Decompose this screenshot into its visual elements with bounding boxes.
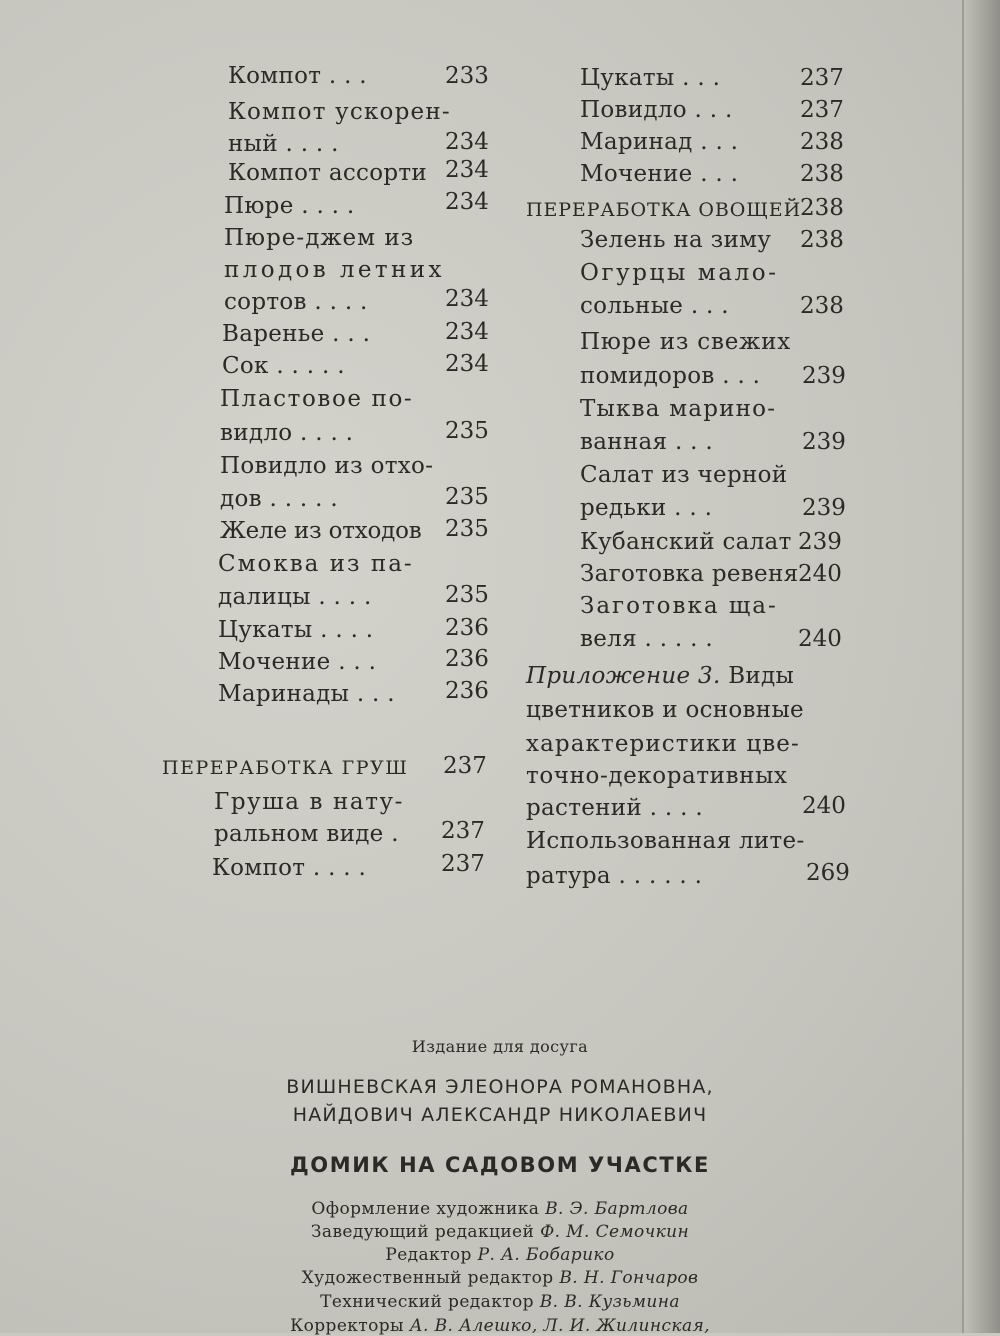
toc-entry-page: 236 bbox=[445, 678, 489, 704]
toc-appendix-line bbox=[526, 660, 794, 692]
toc-entry-text: цветников и основные bbox=[526, 697, 804, 723]
appendix-label: Приложение 3. bbox=[526, 663, 721, 689]
credit-line bbox=[0, 1316, 1000, 1336]
toc-entry-page: 240 bbox=[802, 793, 846, 819]
toc-entry-text: помидоров . . . bbox=[580, 363, 761, 389]
credit-name: Р. А. Бобарико bbox=[477, 1245, 615, 1265]
toc-entry-text: Мочение . . . bbox=[218, 649, 377, 675]
toc-entry-text: ный . . . . bbox=[228, 131, 339, 157]
toc-entry-page: 240 bbox=[798, 561, 842, 587]
author-line-1: ВИШНЕВСКАЯ ЭЛЕОНОРА РОМАНОВНА, bbox=[286, 1076, 714, 1098]
toc-entry-page: 233 bbox=[445, 63, 489, 89]
toc-entry-text: Зелень на зиму bbox=[580, 227, 772, 253]
toc-entry-text: Кубанский салат bbox=[580, 529, 792, 555]
toc-entry-text: веля . . . . . bbox=[580, 626, 713, 652]
toc-entry-page: 239 bbox=[798, 529, 842, 555]
toc-entry-text: Цукаты . . . . bbox=[218, 617, 374, 643]
toc-entry-page: 239 bbox=[802, 429, 846, 455]
toc-entry-text: характеристики цве- bbox=[526, 731, 800, 757]
edition-note: Издание для досуга bbox=[411, 1037, 589, 1056]
toc-entry-page: 237 bbox=[800, 97, 844, 123]
credit-line bbox=[0, 1268, 1000, 1288]
toc-entry-text: дов . . . . . bbox=[220, 486, 338, 512]
toc-entry-text: Желе из отходов bbox=[220, 518, 422, 544]
toc-entry-text: Маринад . . . bbox=[580, 129, 739, 155]
toc-entry-text: Компот ассорти bbox=[228, 160, 428, 186]
toc-entry-text: Груша в нату- bbox=[214, 789, 405, 815]
toc-entry-page: 238 bbox=[800, 161, 844, 187]
toc-entry-page: 239 bbox=[802, 363, 846, 389]
toc-entry-text: Салат из черной bbox=[580, 462, 788, 488]
toc-entry-page: 237 bbox=[800, 65, 844, 91]
toc-entry-page: 235 bbox=[445, 484, 489, 510]
toc-entry-text: ральном виде . bbox=[214, 821, 399, 847]
credit-role: Заведующий редакцией bbox=[310, 1222, 535, 1242]
toc-entry-text: Огурцы мало- bbox=[580, 260, 779, 286]
toc-entry-text: Повидло из отхо- bbox=[220, 453, 434, 479]
page-fold-line bbox=[962, 0, 964, 1333]
toc-entry-text: Заготовка ревеня bbox=[580, 561, 799, 587]
toc-section-heading: ПЕРЕРАБОТКА ОВОЩЕЙ bbox=[526, 199, 802, 221]
toc-entry-page: 237 bbox=[441, 851, 485, 877]
toc-entry-page: 269 bbox=[806, 860, 850, 886]
toc-entry-text: плодов летних bbox=[224, 257, 445, 283]
toc-entry-text: Смоква из па- bbox=[218, 551, 414, 577]
toc-entry-page: 236 bbox=[445, 615, 489, 641]
toc-entry-page: 238 bbox=[800, 129, 844, 155]
toc-entry-text: Тыква марино- bbox=[580, 396, 777, 422]
toc-entry-text: Пюре из свежих bbox=[580, 329, 792, 355]
toc-entry-page: 238 bbox=[800, 227, 844, 253]
toc-entry-text: Пюре . . . . bbox=[224, 193, 355, 219]
toc-entry-text: точно-декоративных bbox=[526, 763, 788, 789]
credit-line bbox=[0, 1292, 1000, 1312]
toc-entry-text: Сок . . . . . bbox=[222, 353, 345, 379]
toc-entry-page: 235 bbox=[445, 516, 489, 542]
credit-role: Технический редактор bbox=[320, 1292, 534, 1312]
author-line-2: НАЙДОВИЧ АЛЕКСАНДР НИКОЛАЕВИЧ bbox=[292, 1104, 708, 1126]
toc-entry-text: ратура . . . . . . bbox=[526, 863, 703, 889]
toc-entry-text: Компот . . . bbox=[228, 63, 367, 89]
credit-role: Редактор bbox=[385, 1245, 472, 1265]
toc-entry-text: Заготовка ща- bbox=[580, 593, 778, 619]
credit-role: Корректоры bbox=[290, 1316, 404, 1336]
toc-entry-text: Использованная лите- bbox=[526, 828, 805, 854]
toc-entry-text: Пюре-джем из bbox=[224, 225, 415, 251]
toc-entry-text: сортов . . . . bbox=[224, 289, 368, 315]
toc-entry-page: 237 bbox=[443, 753, 487, 779]
credit-name: А. В. Алешко, Л. И. Жилинская, bbox=[409, 1316, 710, 1336]
credit-name: В. Э. Бартлова bbox=[545, 1199, 689, 1219]
toc-entry-page: 240 bbox=[798, 626, 842, 652]
toc-entry-text: Повидло . . . bbox=[580, 97, 733, 123]
toc-entry-page: 235 bbox=[445, 582, 489, 608]
credit-role: Художественный редактор bbox=[301, 1268, 554, 1288]
toc-entry-page: 238 bbox=[800, 195, 844, 221]
toc-entry-text: растений . . . . bbox=[526, 795, 703, 821]
toc-entry-page: 234 bbox=[445, 286, 489, 312]
toc-entry-page: 234 bbox=[445, 157, 489, 183]
credit-name: Ф. М. Семочкин bbox=[540, 1222, 690, 1242]
credit-line bbox=[0, 1222, 1000, 1242]
credit-name: В. Н. Гончаров bbox=[559, 1268, 699, 1288]
credit-line bbox=[0, 1199, 1000, 1219]
toc-entry-text: Компот . . . . bbox=[212, 855, 367, 881]
next-page-edge bbox=[962, 0, 1000, 1333]
toc-entry-page: 234 bbox=[445, 351, 489, 377]
toc-entry-page: 235 bbox=[445, 418, 489, 444]
toc-entry-text: Пластовое по- bbox=[220, 386, 414, 412]
toc-entry-text: далицы . . . . bbox=[218, 584, 372, 610]
toc-entry-text: сольные . . . bbox=[580, 293, 729, 319]
toc-entry-text: Варенье . . . bbox=[222, 321, 371, 347]
toc-entry-text: редьки . . . bbox=[580, 495, 713, 521]
toc-entry-page: 239 bbox=[802, 495, 846, 521]
toc-entry-page: 234 bbox=[445, 189, 489, 215]
credit-role: Оформление художника bbox=[311, 1199, 540, 1219]
book-title: ДОМИК НА САДОВОМ УЧАСТКЕ bbox=[290, 1153, 710, 1177]
appendix-label-suffix: Виды bbox=[720, 663, 795, 689]
toc-entry-page: 237 bbox=[441, 818, 485, 844]
toc-entry-page: 234 bbox=[445, 129, 489, 155]
toc-entry-text: ванная . . . bbox=[580, 429, 714, 455]
toc-entry-text: Мочение . . . bbox=[580, 161, 739, 187]
toc-entry-text: видло . . . . bbox=[220, 420, 354, 446]
toc-entry-text: Компот ускорен- bbox=[228, 99, 451, 125]
toc-entry-text: Цукаты . . . bbox=[580, 65, 721, 91]
toc-entry-page: 236 bbox=[445, 646, 489, 672]
toc-section-heading: ПЕРЕРАБОТКА ГРУШ bbox=[162, 757, 409, 779]
credit-line bbox=[0, 1245, 1000, 1265]
toc-entry-page: 238 bbox=[800, 293, 844, 319]
toc-entry-page: 234 bbox=[445, 319, 489, 345]
credit-name: В. В. Кузьмина bbox=[539, 1292, 680, 1312]
toc-entry-text: Маринады . . . bbox=[218, 681, 395, 707]
